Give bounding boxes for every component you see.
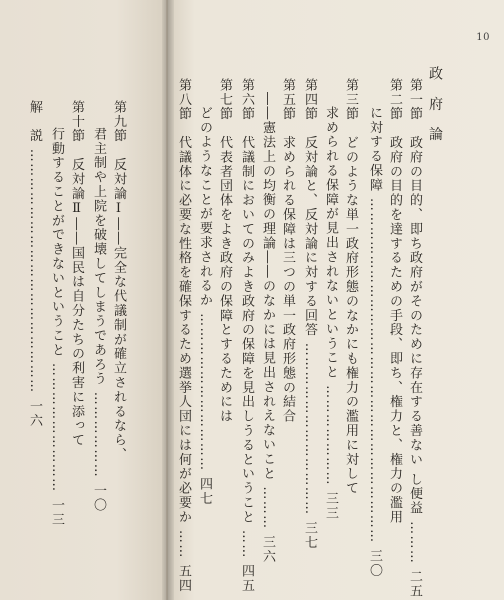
toc-entry-section-8: 第八節 代議体に必要な性格を確保するため選挙人団には何が必要か …… 五四 bbox=[176, 78, 191, 594]
toc-entry-section-9: 第九節 反対論Ⅰ――完全な代議制が確立されるなら、 bbox=[111, 100, 126, 462]
toc-entry-commentary: 解 説 …………………………………………… 一六 bbox=[27, 100, 42, 428]
toc-entry-section-7-cont: どのようなことが要求されるか …………………………… 四七 bbox=[197, 106, 212, 506]
toc-entry-section-2: 第二節 政府の目的を達するための手段、即ち、権力と、権力の濫用 bbox=[387, 78, 402, 525]
toc-title: 政 府 論 bbox=[427, 66, 443, 147]
book-gutter bbox=[162, 0, 174, 600]
page-number: 10 bbox=[476, 32, 490, 43]
toc-entry-section-5: 第五節 求められる保障は三つの単一政府形態の結合 bbox=[280, 78, 295, 424]
toc-entry-section-3: 第三節 どのような単一政府形態のなかにも権力の濫用に対して bbox=[343, 78, 358, 496]
toc-entry-section-4: 第四節 反対論と、反対論に対する回答 ……………………………… 三七 bbox=[302, 78, 317, 550]
toc-entry-section-3-cont: 求められる保障が見出されないということ ………………… 三三 bbox=[323, 106, 338, 521]
toc-entry-section-10-cont: 行動することができないということ ……………………… 一三 bbox=[49, 127, 64, 527]
toc-entry-section-10: 第十節 反対論Ⅱ――国民は自分たちの利害に添って bbox=[69, 100, 84, 448]
toc-entry-section-9-cont: 君主制や上院を破壊してしまうであろう ……………… 一〇 bbox=[91, 127, 106, 513]
toc-entry-section-6: 第六節 代議制においてのみよき政府の保障を見出しうるということ …… 四五 bbox=[239, 78, 254, 594]
toc-entry-section-5-cont: ――憲法上の均衡の理論――のなかには見出されえないこと ……… 三六 bbox=[260, 92, 275, 564]
toc-entry-section-1: 第一節 政府の目的、即ち政府がそのために存在する善ない し便益 ……… 二五 bbox=[407, 78, 422, 599]
toc-entry-section-2-cont: に対する保障 ……………………………………………………………… 三〇 bbox=[367, 106, 382, 578]
toc-entry-section-7: 第七節 代表者団体をよき政府の保障とするためには bbox=[217, 78, 232, 424]
